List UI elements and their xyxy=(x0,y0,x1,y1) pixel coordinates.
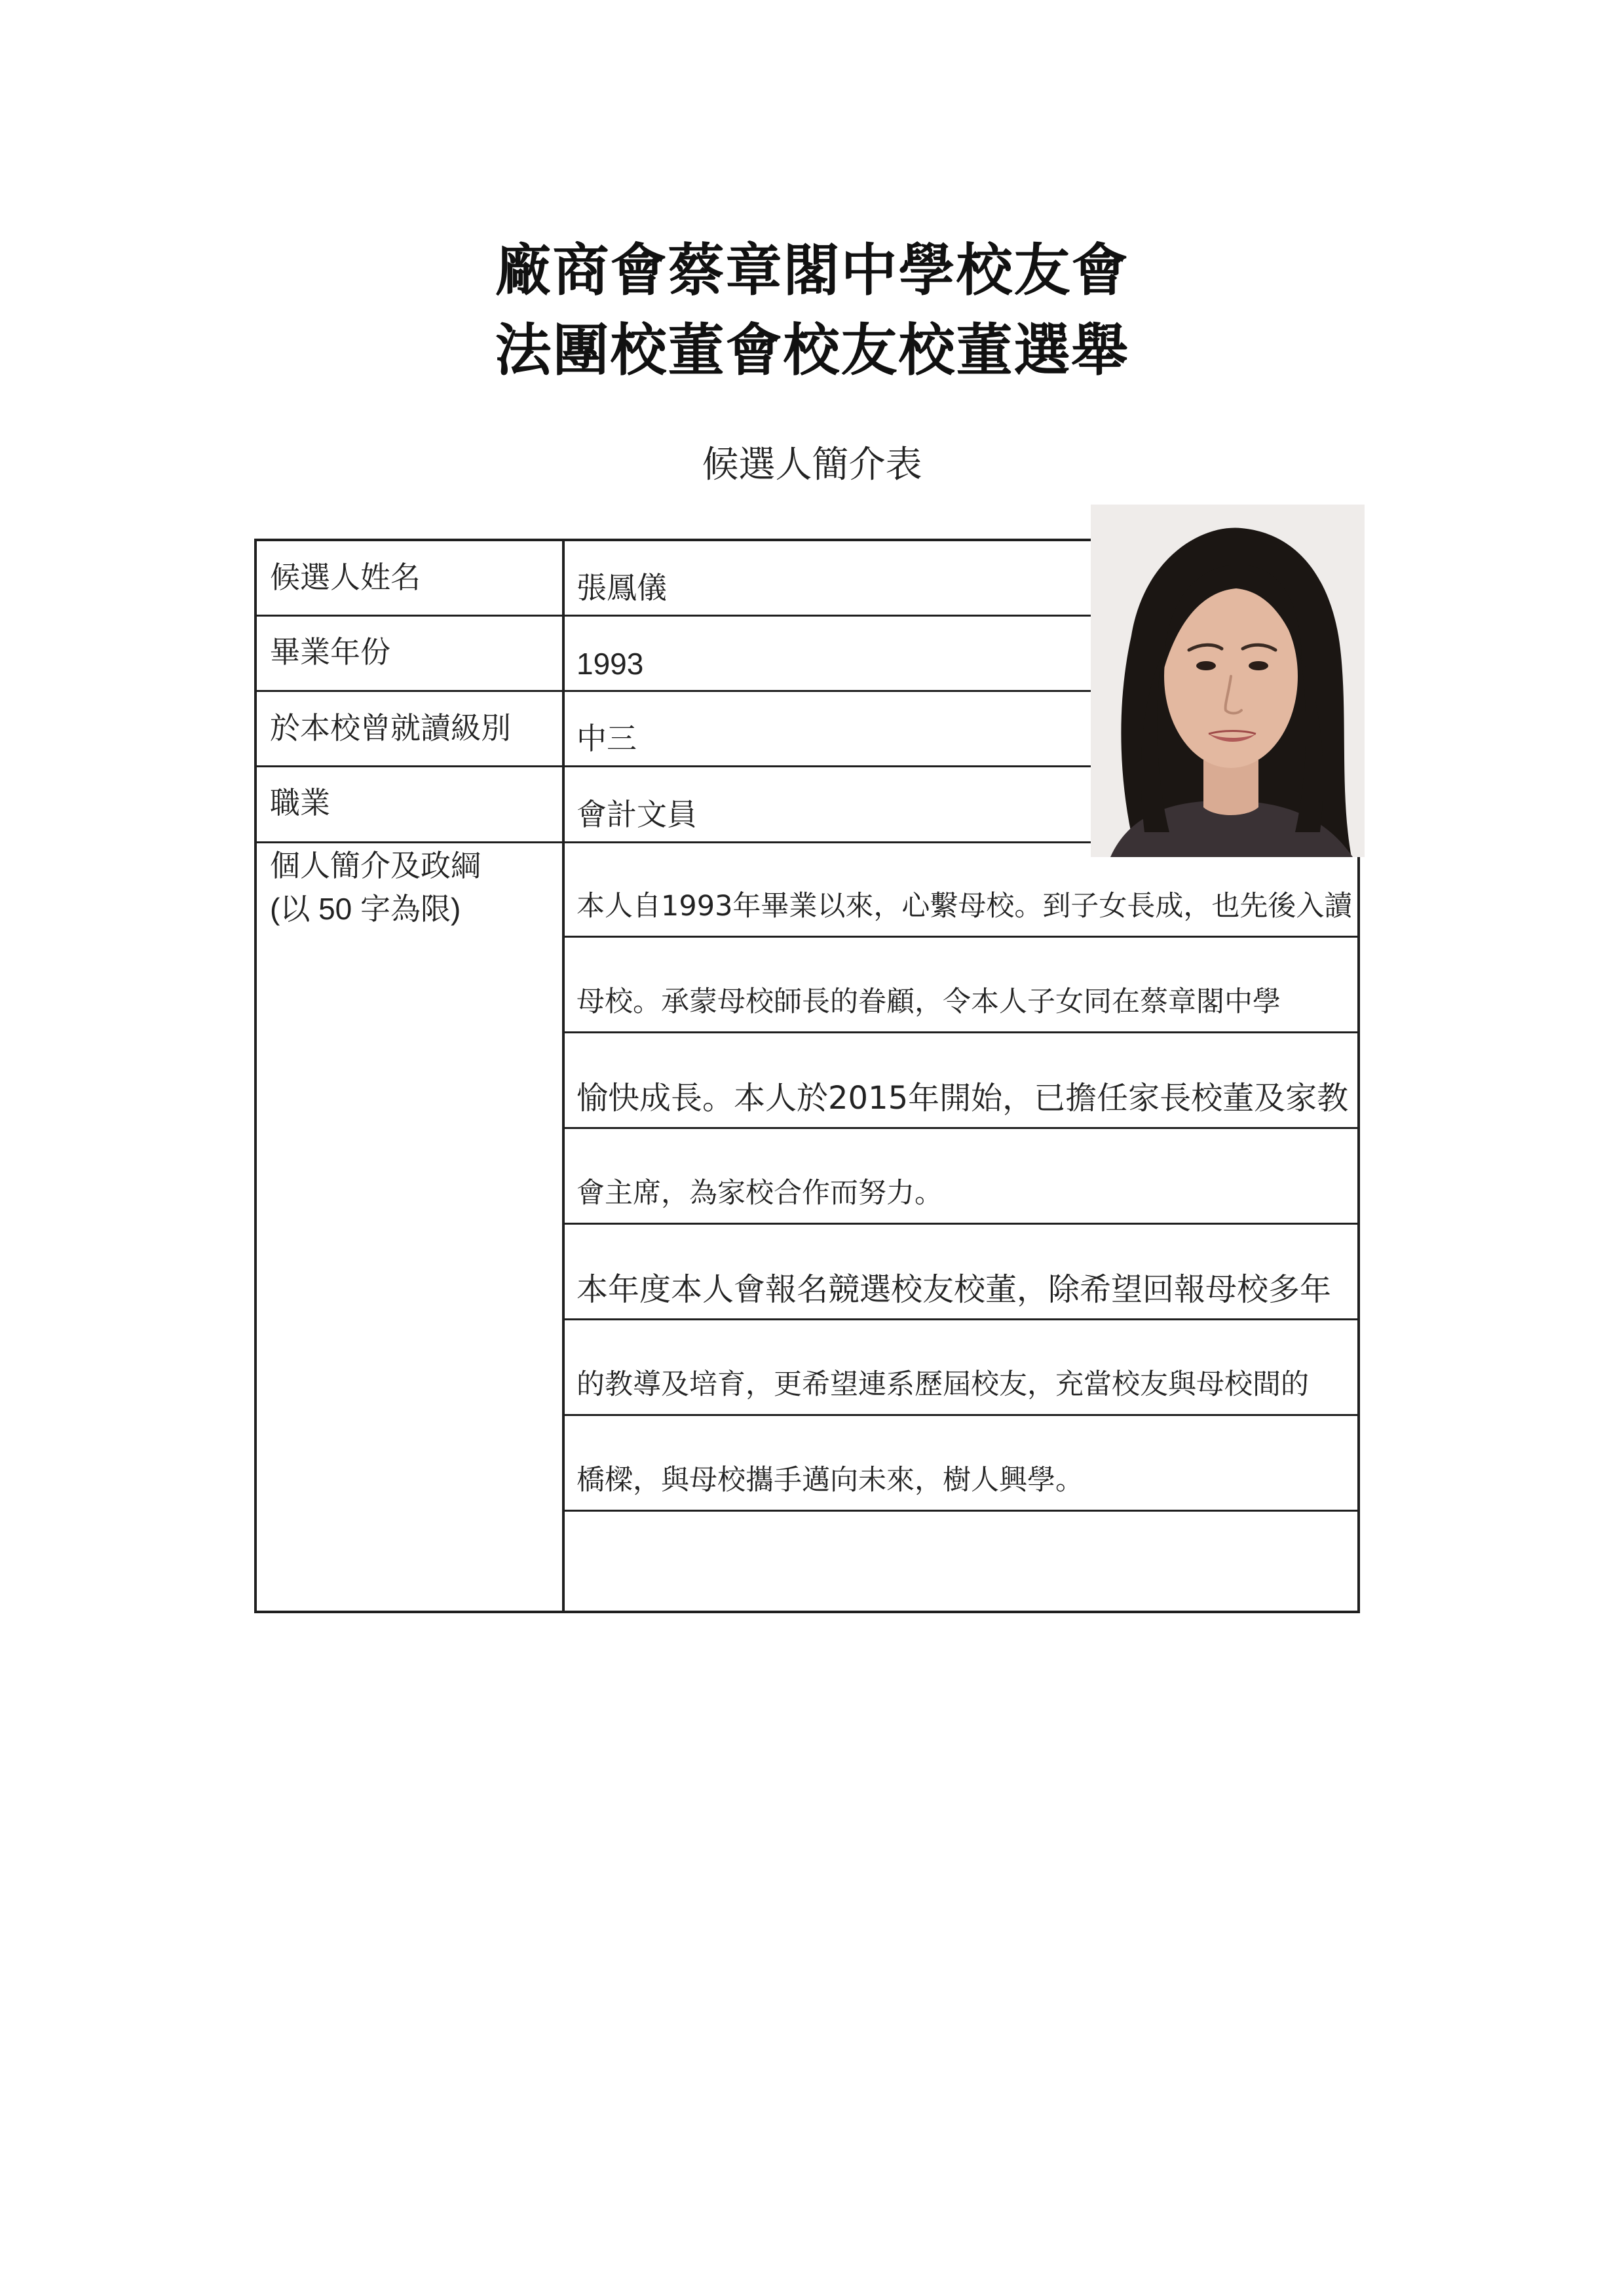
profile-text-line: 本人自1993年畢業以來，心繫母校。到子女長成，也先後入讀 xyxy=(576,890,1353,923)
profile-text-line: 會主席，為家校合作而努力。 xyxy=(576,1177,943,1210)
field-value-name: 張鳳儀 xyxy=(576,570,667,605)
profile-word-limit-note: (以 50 字為限) xyxy=(270,892,461,926)
profile-text-line: 橋樑，與母校攜手邁向未來，樹人興學。 xyxy=(576,1464,1084,1497)
field-label-name: 候選人姓名 xyxy=(270,560,421,595)
profile-line-divider xyxy=(565,1127,1360,1129)
profile-text-line: 愉快成長。本人於2015年開始，已擔任家長校董及家教 xyxy=(576,1080,1349,1117)
table-border-right xyxy=(1357,845,1360,1612)
page-title-line-1: 廠商會蔡章閣中學校友會 xyxy=(495,238,1129,303)
row-divider xyxy=(254,765,1093,767)
portrait-image xyxy=(1091,505,1365,857)
profile-line-divider xyxy=(565,1318,1360,1320)
profile-text-line: 母校。承蒙母校師長的眷顧，令本人子女同在蔡章閣中學 xyxy=(576,985,1281,1018)
field-value-class-level: 中三 xyxy=(576,721,637,756)
field-value-occupation: 會計文員 xyxy=(576,797,697,832)
table-column-divider xyxy=(562,539,565,1612)
profile-line-divider xyxy=(565,1414,1360,1416)
profile-line-divider xyxy=(565,1510,1360,1512)
profile-line-divider xyxy=(565,1031,1360,1033)
profile-line-divider xyxy=(565,1223,1360,1225)
field-label-graduation-year: 畢業年份 xyxy=(270,634,390,670)
row-divider xyxy=(254,690,1093,692)
table-border-top xyxy=(254,539,1093,541)
field-value-graduation-year: 1993 xyxy=(576,647,644,681)
table-border-bottom xyxy=(254,1611,1360,1613)
candidate-photo xyxy=(1091,505,1365,857)
profile-text-line: 的教導及培育，更希望連系歷屆校友，充當校友與母校間的 xyxy=(576,1368,1309,1401)
field-label-occupation: 職業 xyxy=(270,785,330,820)
profile-line-divider xyxy=(565,936,1360,938)
form-title: 候選人簡介表 xyxy=(702,444,922,486)
profile-text-line: 本年度本人會報名競選校友校董，除希望回報母校多年 xyxy=(576,1271,1332,1308)
page-title-line-2: 法團校董會校友校董選舉 xyxy=(495,318,1129,383)
table-border-left xyxy=(254,539,257,1612)
row-divider xyxy=(254,615,1093,617)
profile-label: 個人簡介及政綱 xyxy=(270,848,481,883)
field-label-class-level: 於本校曾就讀級別 xyxy=(270,710,511,746)
